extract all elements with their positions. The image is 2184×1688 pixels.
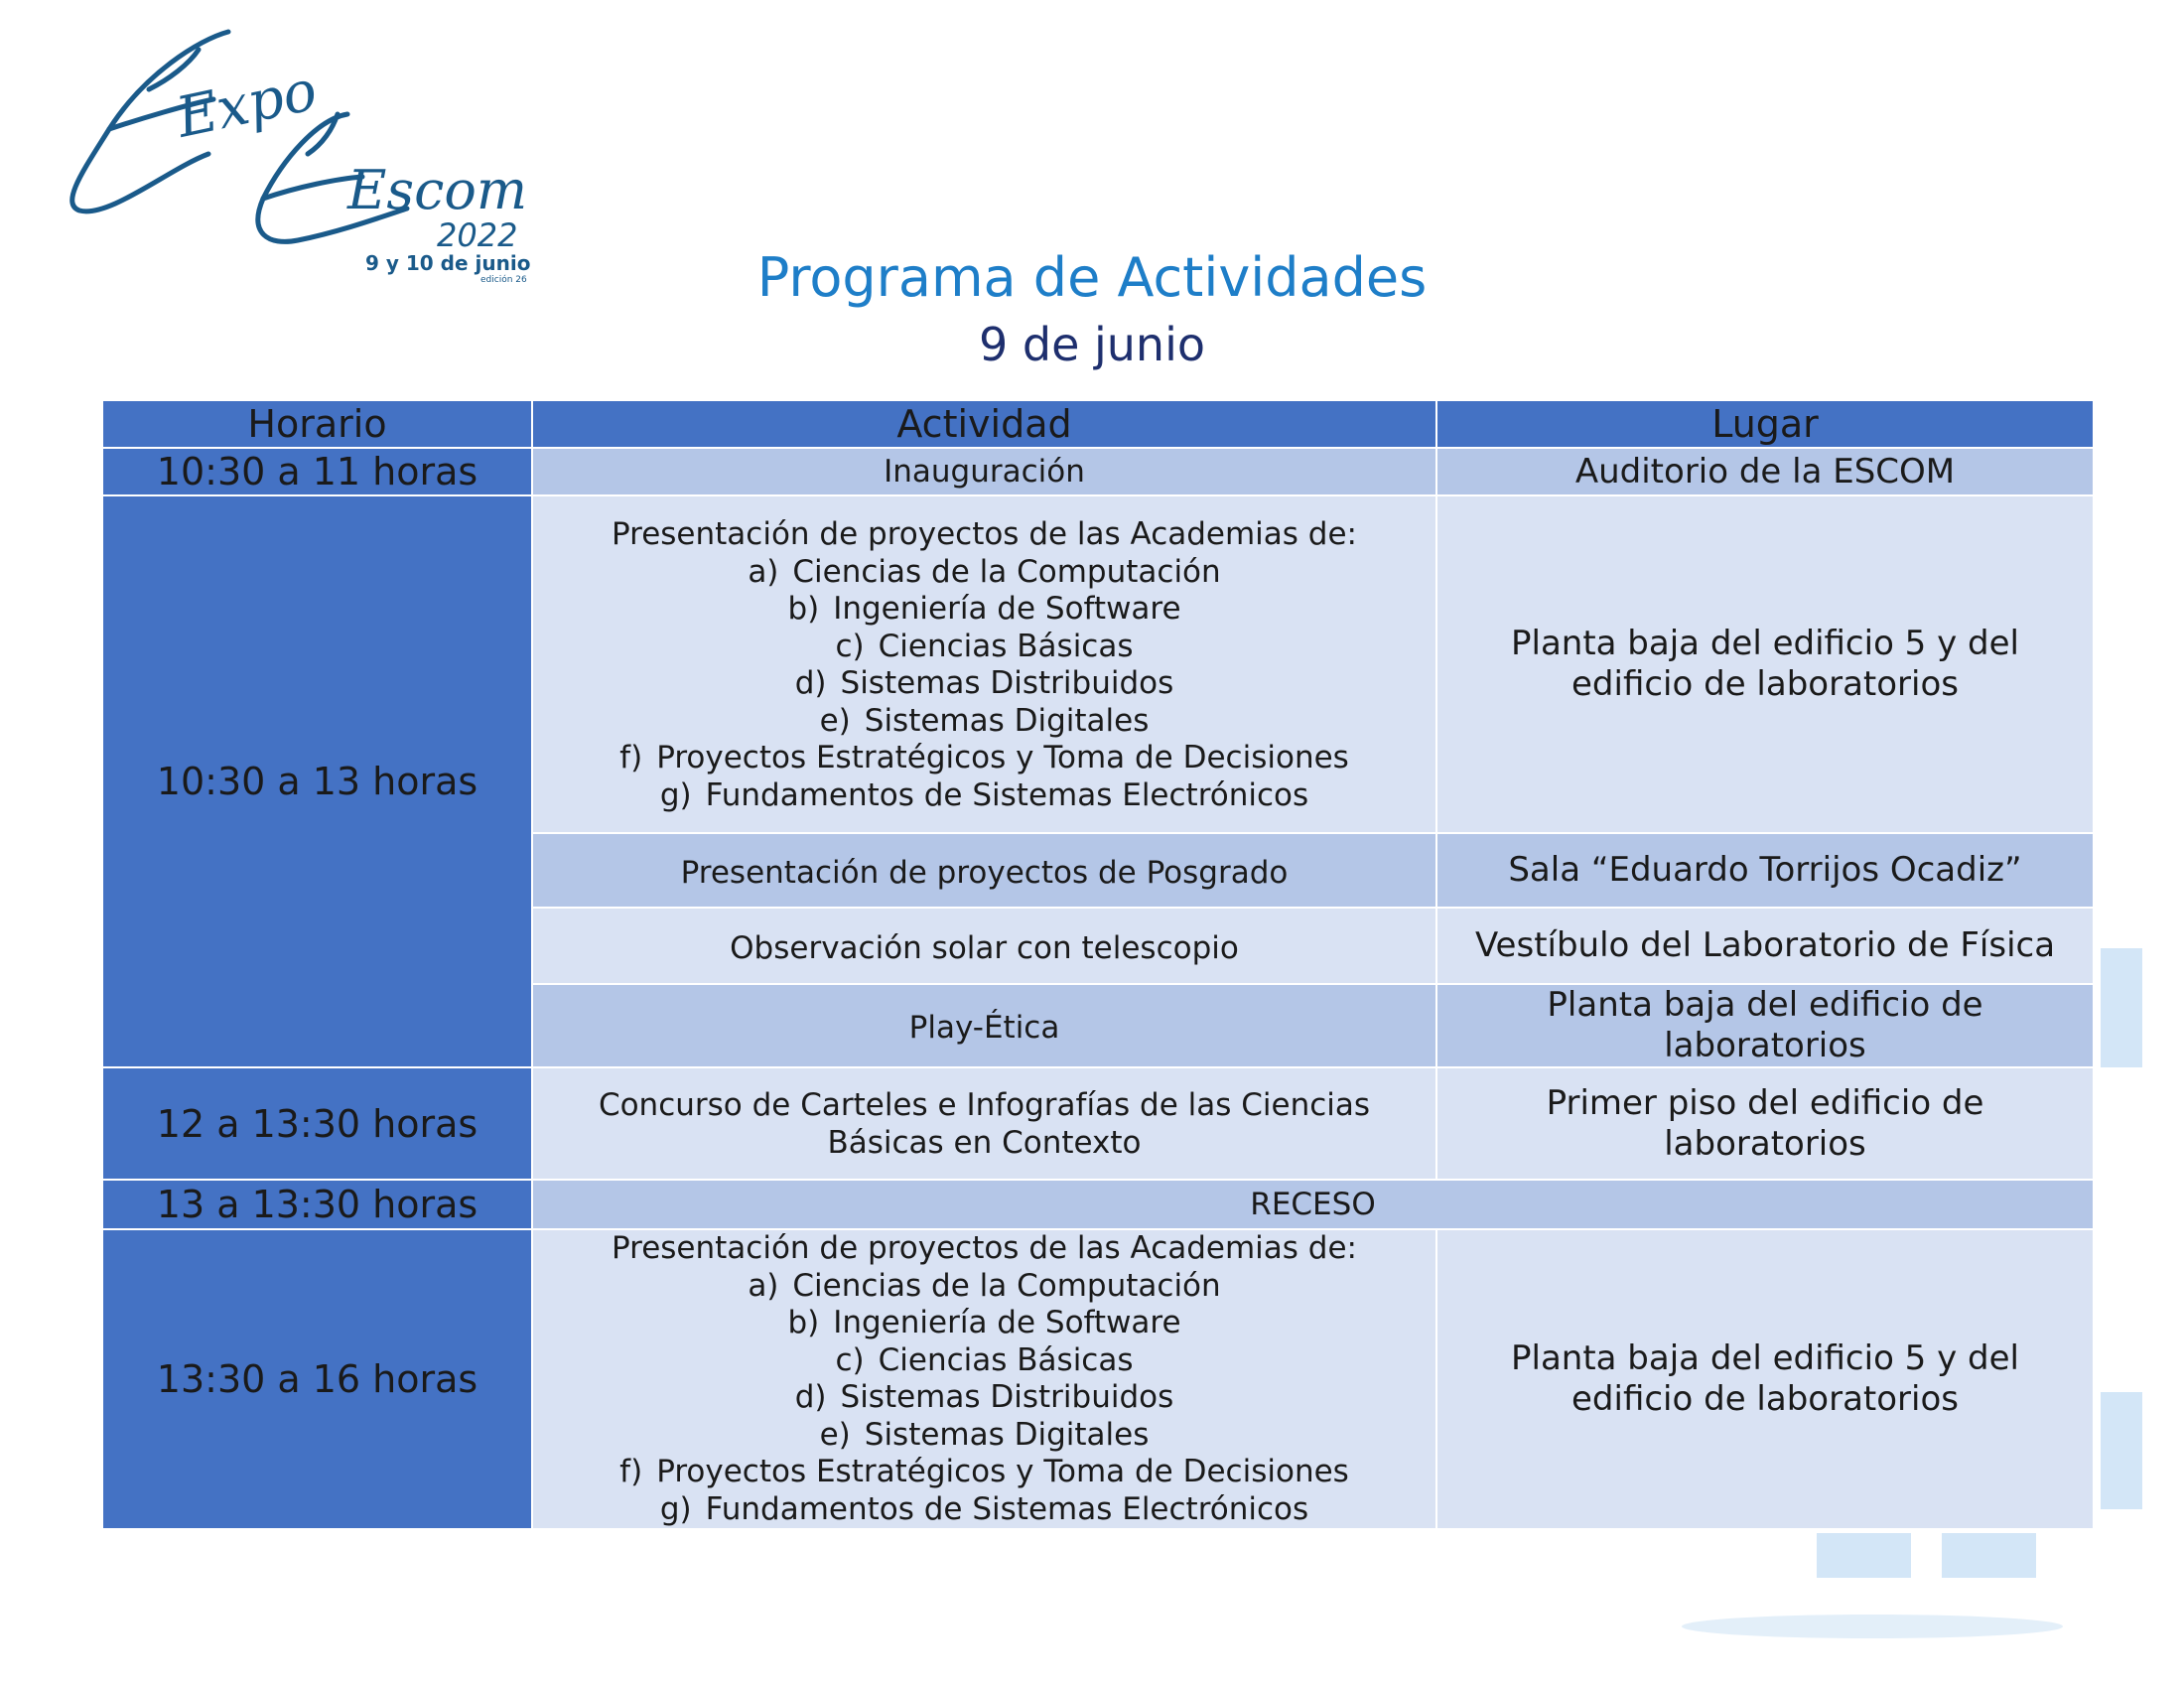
decorative-oval <box>1682 1615 2063 1638</box>
time-cell: 10:30 a 13 horas <box>102 495 532 1067</box>
page-subtitle: 9 de junio <box>978 318 1206 371</box>
place-cell: Planta baja del edificio 5 y del edificio de laboratorios <box>1436 495 2094 833</box>
logo-expo: Expo <box>171 58 323 151</box>
list-item: e) Sistemas Digitales <box>819 1416 1150 1453</box>
place-cell: Auditorio de la ESCOM <box>1436 448 2094 495</box>
page-title: Programa de Actividades <box>756 246 1428 309</box>
table-row <box>102 448 2094 495</box>
table-row <box>102 495 2094 833</box>
logo-year: 2022 <box>437 216 518 254</box>
list-item: b) Ingeniería de Software <box>787 1305 1181 1340</box>
list-item: a) Ciencias de la Computación <box>748 553 1221 590</box>
activity-cell: Concurso de Carteles e Infografías de las Ciencias Básicas en Contexto <box>532 1067 1436 1180</box>
activity-cell: Observación solar con telescopio <box>532 908 1436 984</box>
header-lugar: Lugar <box>1436 400 2094 448</box>
schedule-table <box>101 399 2095 1530</box>
activity-cell <box>532 1229 1436 1529</box>
place-cell: Primer piso del edificio de laboratorios <box>1436 1067 2094 1180</box>
activity-intro: Presentación de proyectos de las Academias de: <box>611 1230 1357 1266</box>
time-cell: 12 a 13:30 horas <box>102 1067 532 1180</box>
decorative-block <box>1817 1533 1911 1578</box>
place-cell: Sala “Eduardo Torrijos Ocadiz” <box>1436 833 2094 908</box>
table-row <box>102 1229 2094 1529</box>
logo-edition: edición 26 <box>480 275 527 285</box>
list-item: f) Proyectos Estratégicos y Toma de Decisiones <box>619 1454 1349 1489</box>
expo-escom-logo <box>50 20 546 285</box>
place-cell: Planta baja del edificio de laboratorios <box>1436 984 2094 1067</box>
list-item: b) Ingeniería de Software <box>787 591 1181 627</box>
place-cell: Planta baja del edificio 5 y del edificio de laboratorios <box>1436 1229 2094 1529</box>
table-row <box>102 1067 2094 1180</box>
header-horario: Horario <box>102 400 532 448</box>
academias-list <box>543 1268 1426 1529</box>
activity-cell: Presentación de proyectos de Posgrado <box>532 833 1436 908</box>
list-item: d) Sistemas Distribuidos <box>794 665 1174 701</box>
list-item: e) Sistemas Digitales <box>819 702 1150 739</box>
header-actividad: Actividad <box>532 400 1436 448</box>
time-cell: 13:30 a 16 horas <box>102 1229 532 1529</box>
decorative-block <box>2101 948 2142 1067</box>
decorative-block <box>1942 1533 2036 1578</box>
list-item: a) Ciencias de la Computación <box>748 1267 1221 1304</box>
logo-dates: 9 y 10 de junio <box>365 251 531 275</box>
activity-cell: Inauguración <box>532 448 1436 495</box>
logo-escom: Escom <box>347 159 528 221</box>
table-header-row <box>102 400 2094 448</box>
activity-cell <box>532 495 1436 833</box>
table-row <box>102 1180 2094 1229</box>
list-item: c) Ciencias Básicas <box>835 1341 1134 1378</box>
list-item: f) Proyectos Estratégicos y Toma de Decisiones <box>619 740 1349 775</box>
list-item: g) Fundamentos de Sistemas Electrónicos <box>659 1490 1309 1527</box>
academias-list <box>543 554 1426 815</box>
activity-intro: Presentación de proyectos de las Academias de: <box>611 516 1357 552</box>
time-cell: 10:30 a 11 horas <box>102 448 532 495</box>
list-item: g) Fundamentos de Sistemas Electrónicos <box>659 776 1309 813</box>
list-item: d) Sistemas Distribuidos <box>794 1379 1174 1415</box>
receso-cell: RECESO <box>532 1180 2094 1229</box>
activity-cell: Play-Ética <box>532 984 1436 1067</box>
decorative-block <box>2101 1392 2142 1509</box>
list-item: c) Ciencias Básicas <box>835 628 1134 664</box>
place-cell: Vestíbulo del Laboratorio de Física <box>1436 908 2094 984</box>
time-cell: 13 a 13:30 horas <box>102 1180 532 1229</box>
